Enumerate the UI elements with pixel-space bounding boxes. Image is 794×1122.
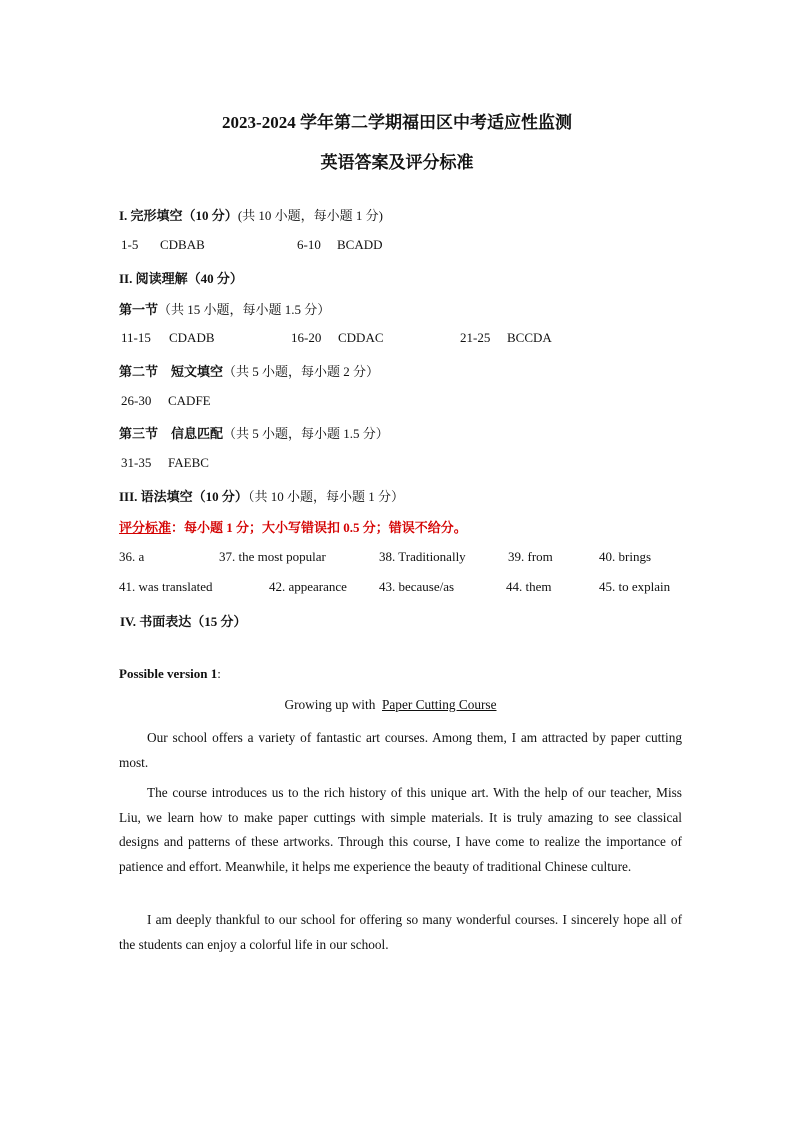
grammar-answer: 42. appearance xyxy=(269,579,347,594)
sec1-note: （共 15 小题，每小题 1.5 分） xyxy=(158,302,331,317)
page-subtitle: 英语答案及评分标准 xyxy=(320,153,474,172)
answer-range: 1-5 xyxy=(121,237,139,252)
answer-key: BCCDA xyxy=(507,330,552,345)
grammar-answer: 39. from xyxy=(508,549,553,564)
part1-title: I. 完形填空（10 分） xyxy=(119,208,238,223)
answer-range: 6-10 xyxy=(297,237,321,252)
answer-range: 21-25 xyxy=(460,330,491,345)
answer-range: 16-20 xyxy=(291,330,322,345)
sec3-note: （共 5 小题，每小题 1.5 分） xyxy=(223,426,389,441)
part1-heading xyxy=(119,205,383,224)
part2-sec1-heading xyxy=(119,299,330,318)
answer-range: 26-30 xyxy=(121,393,152,408)
part3-note: （共 10 小题，每小题 1 分） xyxy=(247,489,404,504)
answer-range: 31-35 xyxy=(121,455,152,470)
grammar-answer: 43. because/as xyxy=(379,579,455,594)
version-colon: : xyxy=(217,666,221,681)
scoring-text: ：每小题 1 分；大小写错误扣 0.5 分；错误不给分。 xyxy=(171,520,467,535)
sec1-title: 第一节 xyxy=(119,302,159,317)
grammar-answer: 45. to explain xyxy=(599,579,671,594)
answer-key: BCADD xyxy=(337,237,383,252)
part2-sec3-heading xyxy=(119,423,389,442)
answer-key: CDDAC xyxy=(338,330,384,345)
part3-title: III. 语法填空（10 分） xyxy=(119,489,248,504)
sec2-note: （共 5 小题，每小题 2 分） xyxy=(223,364,380,379)
sec2-title: 第二节 短文填空 xyxy=(119,364,224,379)
scoring-label: 评分标准 xyxy=(119,520,172,535)
answer-range: 11-15 xyxy=(121,330,151,345)
answer-key: CDBAB xyxy=(160,237,205,252)
sec3-title: 第三节 信息匹配 xyxy=(119,426,224,441)
answer-key: FAEBC xyxy=(168,455,209,470)
grammar-answer: 36. a xyxy=(119,549,145,564)
essay-paragraph: I am deeply thankful to our school for offering so many wonderful courses. I sincerely hope all of the students can enjoy a colorful life in our school. xyxy=(119,912,682,952)
part4-heading: IV. 书面表达（15 分） xyxy=(120,614,247,629)
version-label xyxy=(119,666,221,682)
part3-heading xyxy=(119,486,404,505)
answer-key: CADFE xyxy=(168,393,211,408)
part2-heading: II. 阅读理解（40 分） xyxy=(119,271,243,286)
essay-paragraph: Our school offers a variety of fantastic art courses. Among them, I am attracted by paper cutting most. xyxy=(119,730,682,770)
page-title: 2023-2024 学年第二学期福田区中考适应性监测 xyxy=(222,113,572,132)
part2-sec2-heading xyxy=(119,361,379,380)
essay-title xyxy=(0,697,781,713)
grammar-answer: 37. the most popular xyxy=(219,549,326,564)
essay-title-topic: Paper Cutting Course xyxy=(382,697,497,712)
answer-key: CDADB xyxy=(169,330,215,345)
essay-title-prefix: Growing up with xyxy=(284,697,376,712)
grammar-answer: 40. brings xyxy=(599,549,651,564)
scoring-criteria xyxy=(119,517,467,536)
grammar-answer: 44. them xyxy=(506,579,552,594)
version-label-text: Possible version 1 xyxy=(119,666,218,681)
part1-note: (共 10 小题，每小题 1 分) xyxy=(237,208,383,223)
grammar-answer: 38. Traditionally xyxy=(379,549,466,564)
grammar-answer: 41. was translated xyxy=(119,579,213,594)
essay-paragraph: The course introduces us to the rich history of this unique art. With the help of our teacher, Miss Liu, we learn how to make paper cuttings with simple materials. It is truly amazing to see classical designs and patterns of these artworks. Through this course, I have come to realize the importance of patience and effort. Meanwhile, it helps me experience the beauty of traditional Chinese culture. xyxy=(119,785,682,874)
